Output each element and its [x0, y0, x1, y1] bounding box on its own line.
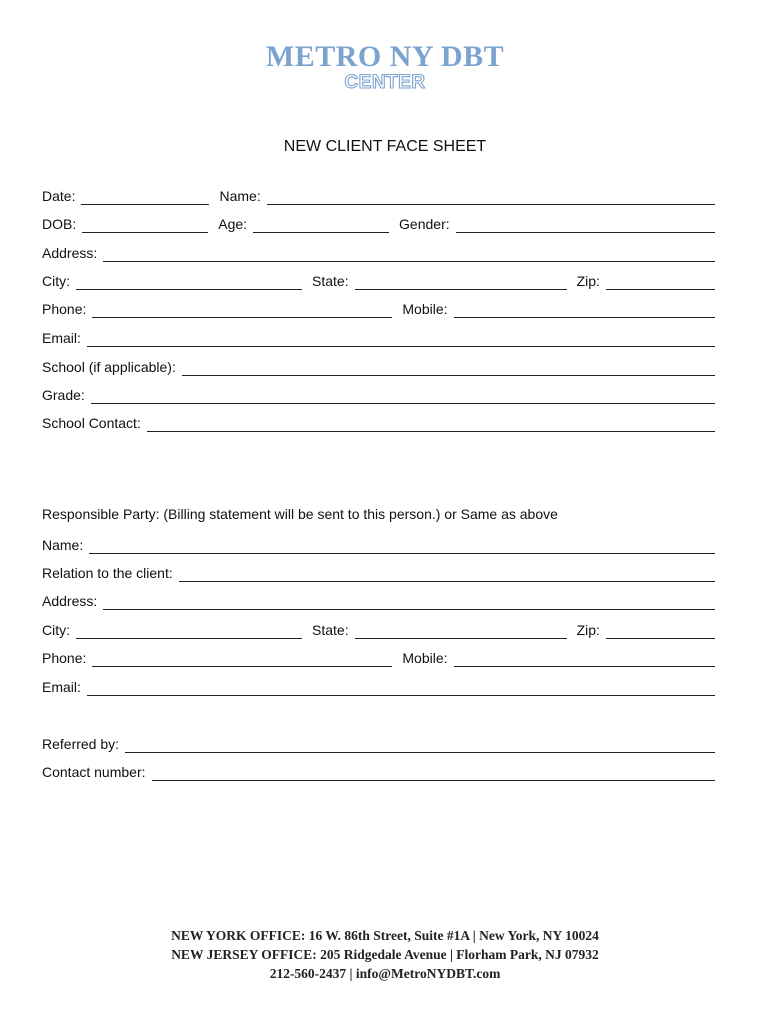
- gender-field[interactable]: [456, 218, 715, 233]
- row-city-state-zip: [42, 270, 715, 290]
- row-rp-address: [42, 590, 715, 610]
- dob-field[interactable]: [82, 218, 208, 233]
- logo-main-text: METRO NY DBT: [265, 40, 505, 73]
- row-school: [42, 356, 715, 376]
- grade-label: Grade:: [42, 387, 85, 403]
- logo-sub-text: CENTER: [344, 72, 426, 93]
- rp-mobile-field[interactable]: [454, 652, 715, 667]
- row-rp-relation: [42, 562, 715, 582]
- row-rp-city-state-zip: [42, 619, 715, 639]
- rp-relation-label: Relation to the client:: [42, 565, 173, 581]
- date-field[interactable]: [81, 190, 209, 205]
- contact-number-field[interactable]: [152, 766, 716, 781]
- row-contact-number: [42, 761, 715, 781]
- rp-name-field[interactable]: [89, 539, 715, 554]
- responsible-party-heading: Responsible Party: (Billing statement will be sent to this person.) or Same as above: [42, 506, 558, 522]
- rp-name-label: Name:: [42, 537, 84, 553]
- footer-contact: 212-560-2437 | info@MetroNYDBT.com: [269, 966, 501, 981]
- rp-phone-field[interactable]: [92, 652, 392, 667]
- rp-phone-label: Phone:: [42, 650, 87, 666]
- address-field[interactable]: [103, 247, 715, 262]
- zip-field[interactable]: [606, 275, 715, 290]
- state-field[interactable]: [355, 275, 567, 290]
- rp-state-label: State:: [312, 622, 349, 638]
- rp-email-label: Email:: [42, 679, 81, 695]
- row-dob-age-gender: [42, 213, 715, 233]
- email-field[interactable]: [87, 332, 715, 347]
- city-field[interactable]: [76, 275, 302, 290]
- mobile-label: Mobile:: [402, 301, 448, 317]
- rp-zip-label: Zip:: [576, 622, 600, 638]
- city-label: City:: [42, 273, 70, 289]
- page-title: NEW CLIENT FACE SHEET: [283, 138, 487, 155]
- rp-city-label: City:: [42, 622, 70, 638]
- row-rp-email: [42, 676, 715, 696]
- school-field[interactable]: [182, 361, 715, 376]
- school-contact-label: School Contact:: [42, 415, 141, 431]
- rp-relation-field[interactable]: [179, 567, 715, 582]
- mobile-field[interactable]: [454, 303, 715, 318]
- row-address: [42, 242, 715, 262]
- email-label: Email:: [42, 330, 81, 346]
- school-label: School (if applicable):: [42, 359, 176, 375]
- rp-email-field[interactable]: [87, 681, 715, 696]
- row-date-name: [42, 185, 715, 205]
- zip-label: Zip:: [576, 273, 600, 289]
- rp-address-field[interactable]: [103, 595, 715, 610]
- row-grade: [42, 384, 715, 404]
- row-phone-mobile: [42, 298, 715, 318]
- gender-label: Gender:: [399, 216, 450, 232]
- rp-state-field[interactable]: [355, 624, 567, 639]
- referred-by-field[interactable]: [125, 738, 715, 753]
- footer-ny-office: NEW YORK OFFICE: 16 W. 86th Street, Suite #1A | New York, NY 10024: [171, 928, 599, 943]
- rp-zip-field[interactable]: [606, 624, 715, 639]
- phone-field[interactable]: [92, 303, 392, 318]
- rp-city-field[interactable]: [76, 624, 302, 639]
- age-label: Age:: [218, 216, 248, 232]
- logo: [0, 40, 770, 94]
- name-field[interactable]: [267, 190, 715, 205]
- phone-label: Phone:: [42, 301, 87, 317]
- address-label: Address:: [42, 245, 98, 261]
- contact-number-label: Contact number:: [42, 764, 146, 780]
- grade-field[interactable]: [91, 389, 715, 404]
- row-school-contact: [42, 412, 715, 432]
- row-rp-name: [42, 534, 715, 554]
- row-email: [42, 327, 715, 347]
- footer: [0, 926, 770, 983]
- rp-mobile-label: Mobile:: [402, 650, 448, 666]
- school-contact-field[interactable]: [147, 417, 715, 432]
- date-label: Date:: [42, 188, 76, 204]
- state-label: State:: [312, 273, 349, 289]
- age-field[interactable]: [253, 218, 389, 233]
- row-rp-phone-mobile: [42, 647, 715, 667]
- rp-address-label: Address:: [42, 593, 98, 609]
- footer-nj-office: NEW JERSEY OFFICE: 205 Ridgedale Avenue | Florham Park, NJ 07932: [171, 947, 599, 962]
- row-referred-by: [42, 733, 715, 753]
- name-label: Name:: [219, 188, 261, 204]
- dob-label: DOB:: [42, 216, 77, 232]
- referred-by-label: Referred by:: [42, 736, 120, 752]
